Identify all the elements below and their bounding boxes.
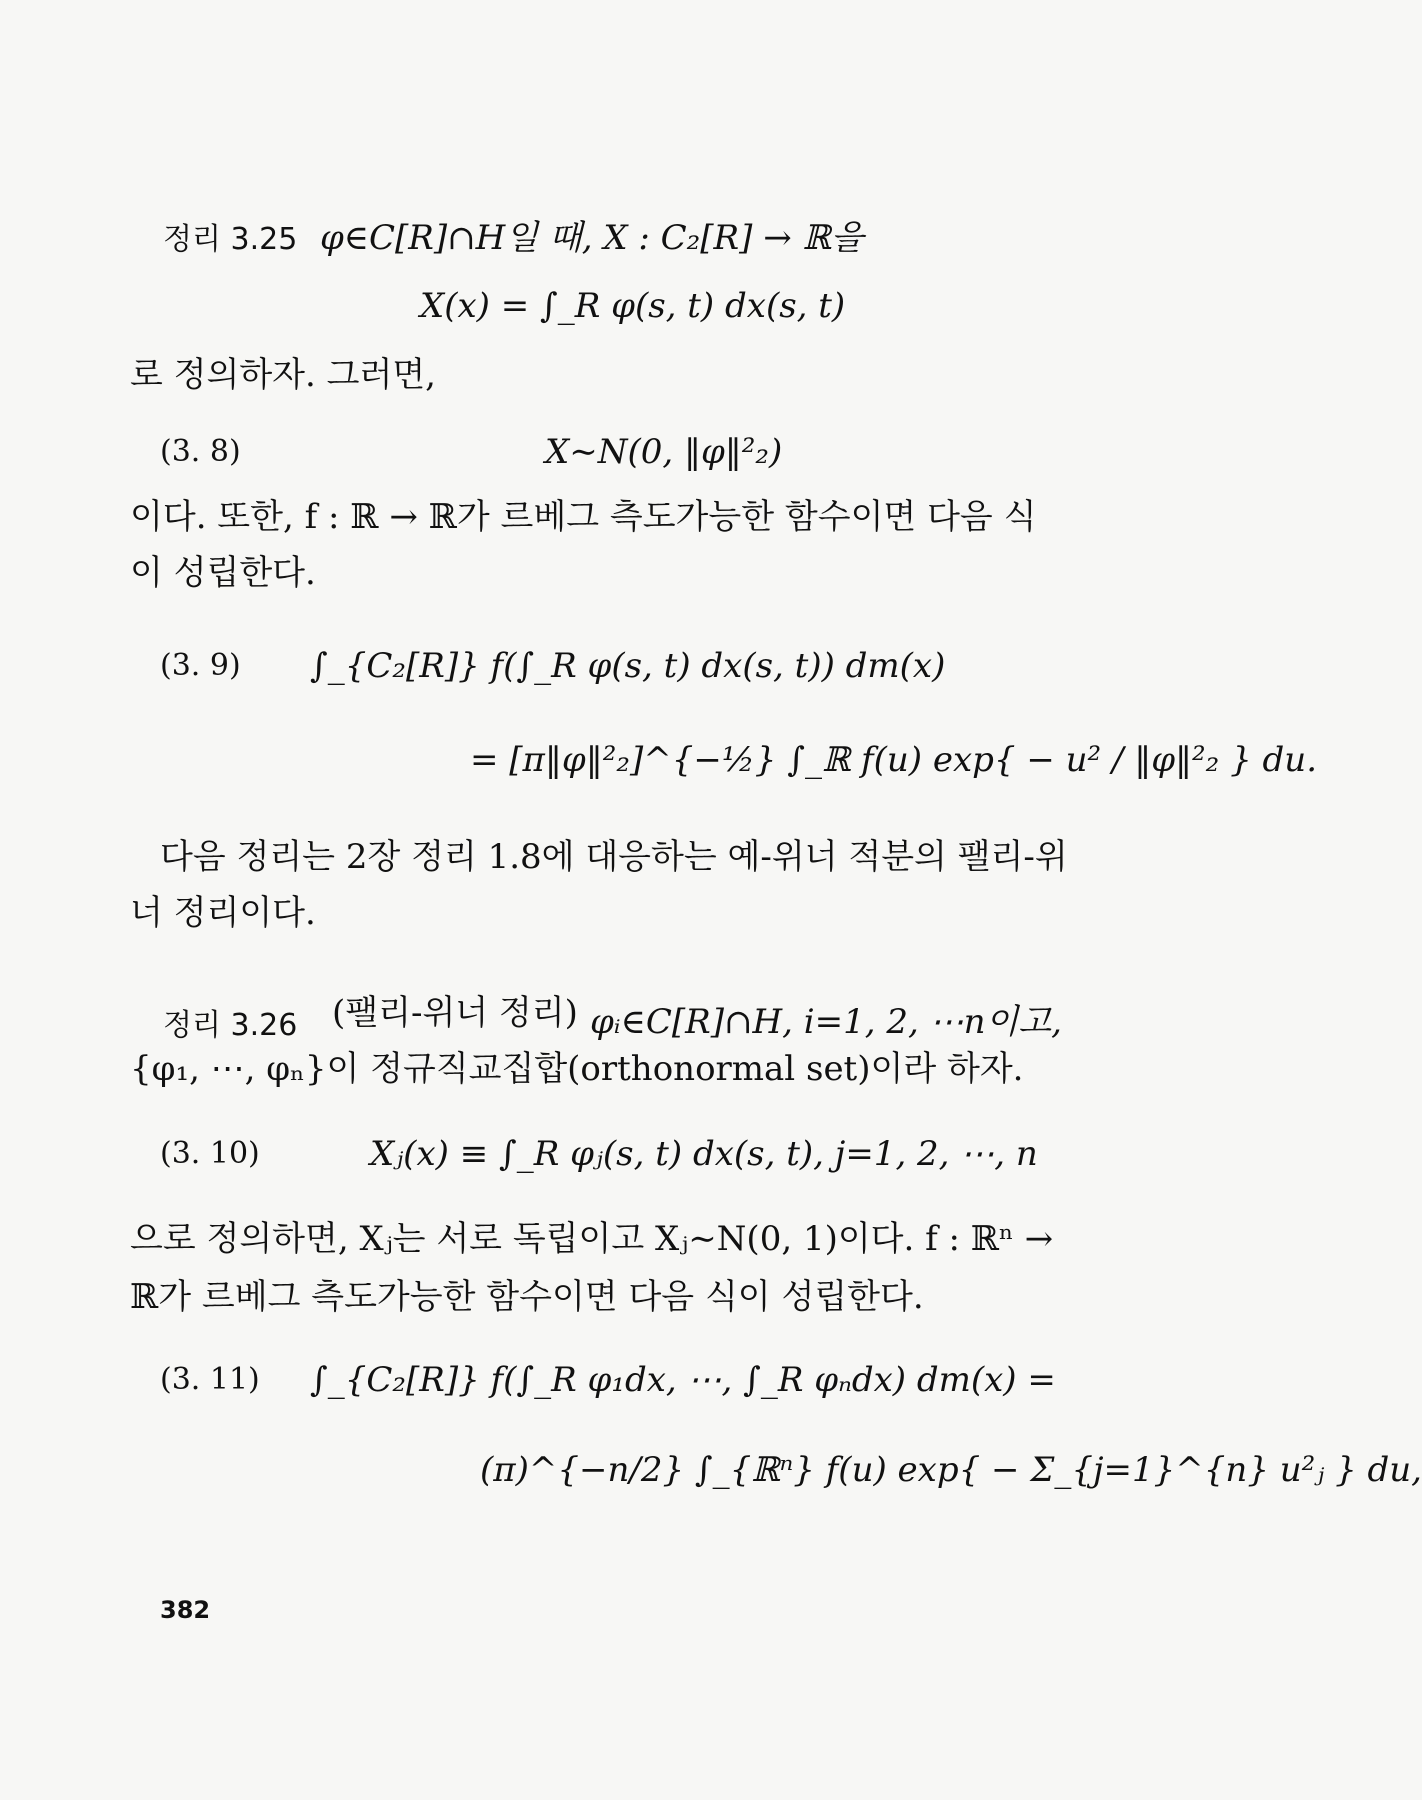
theorem-3-26-statement-1: φᵢ∈C[R]∩H, i=1, 2, ⋯n이고,	[590, 1002, 1062, 1042]
after-definition-text: 로 정의하자. 그러면,	[130, 355, 436, 395]
equation-number-3-8: (3. 8)	[160, 434, 241, 469]
theorem-3-26-text-1: 으로 정의하면, Xⱼ는 서로 독립이고 Xⱼ∼N(0, 1)이다. f : ℝⁿ →	[130, 1219, 1054, 1259]
equation-number-3-11: (3. 11)	[160, 1362, 260, 1397]
paragraph-line-2: 너 정리이다.	[130, 893, 316, 933]
page-number: 382	[160, 1596, 211, 1624]
theorem-3-25-label: 정리 3.25	[163, 222, 298, 257]
theorem-3-25-text-2: 이 성립한다.	[130, 553, 316, 593]
paragraph-line-1: 다음 정리는 2장 정리 1.8에 대응하는 예-위너 적분의 팰리-위	[160, 837, 1068, 877]
theorem-3-25-text-1: 이다. 또한, f : ℝ → ℝ가 르베그 측도가능한 함수이면 다음 식	[130, 497, 1037, 537]
equation-number-3-9: (3. 9)	[160, 648, 241, 683]
equation-3-9-line-1: ∫_{C₂[R]} f(∫_R φ(s, t) dx(s, t)) dm(x)	[310, 646, 946, 686]
equation-3-11-line-2: (π)^{−n/2} ∫_{ℝⁿ} f(u) exp{ − Σ_{j=1}^{n} u²ⱼ } du,	[480, 1450, 1422, 1490]
equation-number-3-10: (3. 10)	[160, 1136, 260, 1171]
equation-3-9-line-2: = [π‖φ‖²₂]^{−½} ∫_ℝ f(u) exp{ − u² / ‖φ‖²₂ } du.	[470, 740, 1318, 780]
theorem-3-26-label: 정리 3.26	[163, 1008, 298, 1043]
equation-3-11-line-1: ∫_{C₂[R]} f(∫_R φ₁dx, ⋯, ∫_R φₙdx) dm(x) =	[310, 1360, 1056, 1400]
theorem-3-25-statement: φ∈C[R]∩H일 때, X : C₂[R] → ℝ을	[320, 218, 864, 258]
definition-equation: X(x) = ∫_R φ(s, t) dx(s, t)	[420, 286, 846, 326]
equation-3-10: Xⱼ(x) ≡ ∫_R φⱼ(s, t) dx(s, t), j=1, 2, ⋯, n	[370, 1134, 1038, 1174]
theorem-3-26-text-2: ℝ가 르베그 측도가능한 함수이면 다음 식이 성립한다.	[130, 1277, 924, 1317]
equation-3-8: X∼N(0, ‖φ‖²₂)	[545, 432, 783, 472]
theorem-3-26-title: (팰리-위너 정리)	[332, 993, 578, 1033]
theorem-3-26-statement-2: {φ₁, ⋯, φₙ}이 정규직교집합(orthonormal set)이라 하자.	[130, 1049, 1024, 1089]
